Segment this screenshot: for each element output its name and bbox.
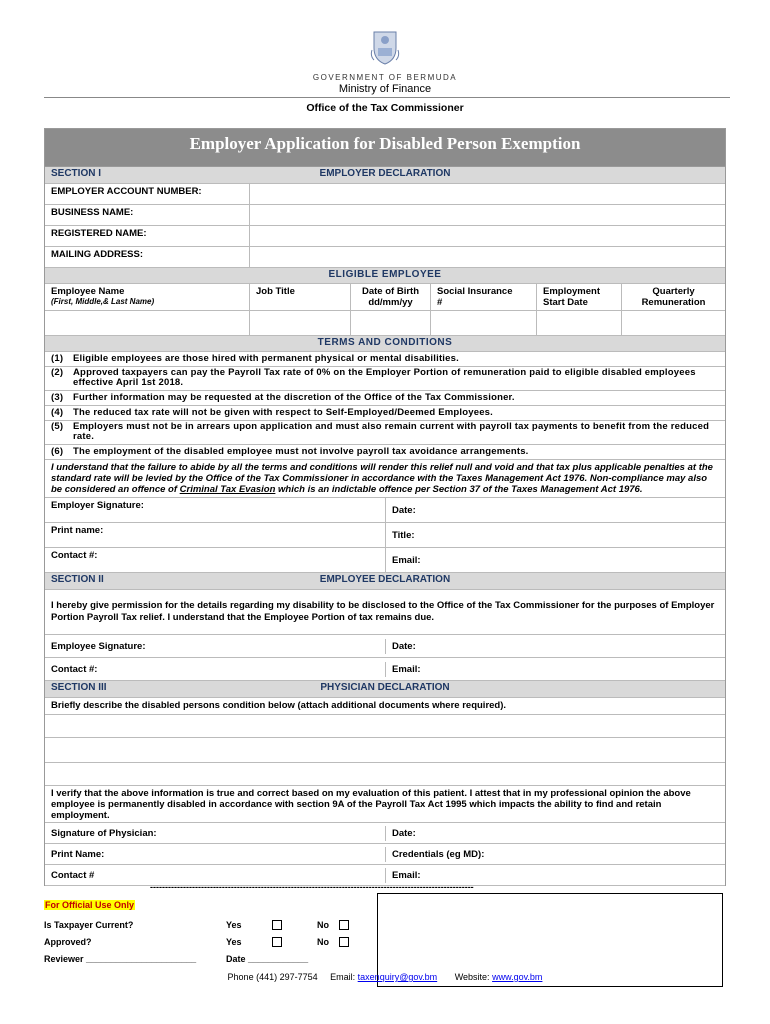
condition-line-2[interactable]	[45, 738, 725, 763]
employee-signature-field[interactable]: Employee Signature:	[51, 640, 146, 652]
approved-yes-checkbox[interactable]	[272, 937, 282, 947]
section-1-label: SECTION I	[51, 168, 102, 179]
condition-line-3[interactable]	[45, 763, 725, 786]
government-name: GOVERNMENT OF BERMUDA	[312, 73, 458, 82]
physician-describe-text: Briefly describe the disabled persons condition below (attach additional documents where required).	[51, 700, 507, 711]
term-5	[45, 421, 725, 445]
term-6	[45, 445, 725, 460]
col-employee-name-title: Employee Name	[51, 286, 125, 297]
taxpayer-current-label: Is Taxpayer Current?	[44, 920, 134, 930]
col-dob-line1: Date of Birth	[362, 286, 419, 297]
term-1-num: (1)	[51, 353, 64, 364]
section-3-label: SECTION III	[51, 682, 107, 693]
social-insurance-input[interactable]	[431, 311, 537, 335]
employer-account-label: EMPLOYER ACCOUNT NUMBER:	[45, 184, 250, 204]
employer-account-field[interactable]	[250, 184, 725, 204]
term-5-text: Employers must not be in arrears upon application and must also remain current with payroll tax payments to benefit from the reduced rate.	[73, 421, 710, 442]
col-job-title: Job Title	[250, 284, 351, 310]
employee-permission-text: I hereby give permission for the details regarding my disability to be disclosed to the Office of the Tax Commissioner for the purposes of Employer Portion Payroll Tax relief. I understand that the Employee Portion of tax remains due.	[51, 600, 715, 623]
bermuda-crest-icon	[370, 28, 400, 66]
physician-verify-text: I verify that the above information is true and correct based on my evaluation of this patient. I attest that in my professional opinion the above employee is permanently disabled in accordance with section 9A of the Payroll Tax Act 1995 which impacts the ability to find and retain employment.	[51, 787, 691, 821]
employee-permission-row	[45, 590, 725, 635]
employee-contact-row	[45, 658, 725, 681]
term-2-text: Approved taxpayers can pay the Payroll Tax rate of 0% on the Employer Portion of remuneration paid to eligible disabled employees effective April 1st 2018.	[73, 367, 696, 388]
mailing-address-field[interactable]	[250, 247, 725, 267]
term-3-num: (3)	[51, 392, 64, 403]
employer-print-field[interactable]: Print name:	[51, 525, 104, 536]
current-yes-label: Yes	[226, 920, 242, 930]
col-employee-name	[45, 284, 250, 310]
employer-email-field[interactable]: Email:	[385, 548, 725, 572]
physician-date-field[interactable]: Date:	[385, 826, 725, 841]
section-3-header	[45, 681, 725, 698]
official-use-title: For Official Use Only	[45, 900, 135, 910]
section-3-title: PHYSICIAN DECLARATION	[320, 682, 450, 693]
current-no-checkbox[interactable]	[339, 920, 349, 930]
col-date-of-birth	[351, 284, 431, 310]
col-employment-start	[537, 284, 622, 310]
employer-account-row	[45, 184, 725, 205]
employer-contact-row	[45, 548, 725, 573]
section-1-title: EMPLOYER DECLARATION	[319, 168, 451, 179]
col-start-line1: Employment	[543, 286, 601, 297]
review-date-field[interactable]: Date ____________	[226, 954, 309, 964]
form-title: Employer Application for Disabled Person Exemption	[45, 129, 725, 167]
physician-contact-field[interactable]: Contact #	[51, 869, 95, 881]
current-no-label: No	[317, 920, 329, 930]
footer-website-label: Website:	[454, 972, 490, 982]
employee-contact-field[interactable]: Contact #:	[51, 663, 98, 675]
physician-describe-row	[45, 698, 725, 715]
employer-title-field[interactable]: Title:	[385, 523, 725, 547]
term-4-num: (4)	[51, 407, 64, 418]
employment-start-input[interactable]	[537, 311, 622, 335]
separator-line: ------------------------------------------------------------------------------------------------------------	[150, 882, 474, 892]
col-rem-line2: Remuneration	[641, 297, 706, 308]
registered-name-field[interactable]	[250, 226, 725, 246]
section-2-title: EMPLOYEE DECLARATION	[319, 574, 451, 585]
footer	[0, 972, 770, 982]
employer-print-row	[45, 523, 725, 548]
section-2-header	[45, 573, 725, 590]
declaration-text-a: I understand that the failure to abide by all the terms and conditions will render this relief null and void and that tax plus applicable penalties at the standard rate will be levied by the Office of the Tax Commissioner in accordance with the Taxes Management Act 1976. Non-compliance may also be considered an offence of	[51, 462, 713, 495]
term-2	[45, 367, 725, 391]
employee-signature-row	[45, 635, 725, 658]
term-6-num: (6)	[51, 446, 64, 457]
footer-phone: Phone (441) 297-7754	[227, 972, 318, 982]
term-4-text: The reduced tax rate will not be given with respect to Self-Employed/Deemed Employees.	[73, 407, 493, 418]
eligible-employee-input-row	[45, 311, 725, 336]
employee-name-input[interactable]	[45, 311, 250, 335]
col-si-line2: #	[437, 297, 443, 308]
employee-date-field[interactable]: Date:	[385, 639, 725, 654]
physician-signature-row	[45, 823, 725, 844]
criminal-tax-evasion-text: Criminal Tax Evasion	[179, 484, 276, 495]
reviewer-field[interactable]: Reviewer ______________________	[44, 954, 197, 964]
term-1-text: Eligible employees are those hired with permanent physical or mental disabilities.	[73, 353, 459, 364]
approved-label: Approved?	[44, 937, 92, 947]
employer-date-field[interactable]: Date:	[385, 498, 725, 522]
registered-name-row	[45, 226, 725, 247]
business-name-row	[45, 205, 725, 226]
office-name: Office of the Tax Commissioner	[306, 102, 464, 114]
physician-print-row	[45, 844, 725, 865]
official-use-section	[44, 900, 135, 910]
date-of-birth-input[interactable]	[351, 311, 431, 335]
term-4	[45, 406, 725, 421]
footer-website-link[interactable]: www.gov.bm	[492, 972, 543, 982]
employer-signature-row	[45, 498, 725, 523]
col-social-insurance	[431, 284, 537, 310]
physician-print-field[interactable]: Print Name:	[51, 848, 105, 860]
physician-credentials-field[interactable]: Credentials (eg MD):	[385, 847, 725, 862]
term-6-text: The employment of the disabled employee must not involve payroll tax avoidance arrangements.	[73, 446, 529, 457]
current-yes-checkbox[interactable]	[272, 920, 282, 930]
col-start-line2: Start Date	[543, 297, 588, 308]
approved-no-label: No	[317, 937, 329, 947]
eligible-employee-columns	[45, 284, 725, 311]
footer-email-link[interactable]: taxenquiry@gov.bm	[357, 972, 438, 982]
business-name-label: BUSINESS NAME:	[45, 205, 250, 225]
employer-declaration-text	[45, 460, 725, 498]
col-quarterly-remuneration	[622, 284, 725, 310]
header-divider	[44, 97, 730, 98]
application-form	[44, 128, 726, 886]
term-5-num: (5)	[51, 421, 64, 432]
term-3	[45, 391, 725, 406]
business-name-field[interactable]	[250, 205, 725, 225]
col-employee-name-sub: (First, Middle,& Last Name)	[51, 297, 155, 306]
quarterly-remuneration-input[interactable]	[622, 311, 725, 335]
employer-contact-field[interactable]: Contact #:	[51, 550, 98, 561]
condition-line-1[interactable]	[45, 715, 725, 738]
physician-signature-field[interactable]: Signature of Physician:	[51, 827, 157, 839]
section-2-label: SECTION II	[51, 574, 104, 585]
mailing-address-label: MAILING ADDRESS:	[45, 247, 250, 267]
letterhead	[0, 0, 770, 95]
registered-name-label: REGISTERED NAME:	[45, 226, 250, 246]
footer-email-label: Email:	[330, 972, 356, 982]
term-1	[45, 352, 725, 367]
job-title-input[interactable]	[250, 311, 351, 335]
section-1-header	[45, 167, 725, 184]
term-2-num: (2)	[51, 367, 64, 378]
physician-email-field[interactable]: Email:	[385, 868, 725, 883]
mailing-address-row	[45, 247, 725, 268]
terms-header: TERMS AND CONDITIONS	[45, 336, 725, 352]
eligible-employee-header: ELIGIBLE EMPLOYEE	[45, 268, 725, 284]
col-rem-line1: Quarterly	[652, 286, 695, 297]
term-3-text: Further information may be requested at the discretion of the Office of the Tax Commissioner.	[73, 392, 515, 403]
col-dob-line2: dd/mm/yy	[368, 297, 413, 308]
physician-verify-row	[45, 786, 725, 823]
col-si-line1: Social Insurance	[437, 286, 513, 297]
employer-signature-field[interactable]: Employer Signature:	[51, 500, 144, 511]
ministry-name: Ministry of Finance	[338, 83, 432, 95]
approved-no-checkbox[interactable]	[339, 937, 349, 947]
approved-yes-label: Yes	[226, 937, 242, 947]
declaration-text-b: which is an indictable offence per Section 37 of the Taxes Management Act 1976.	[275, 484, 643, 495]
employee-email-field[interactable]: Email:	[385, 662, 725, 677]
